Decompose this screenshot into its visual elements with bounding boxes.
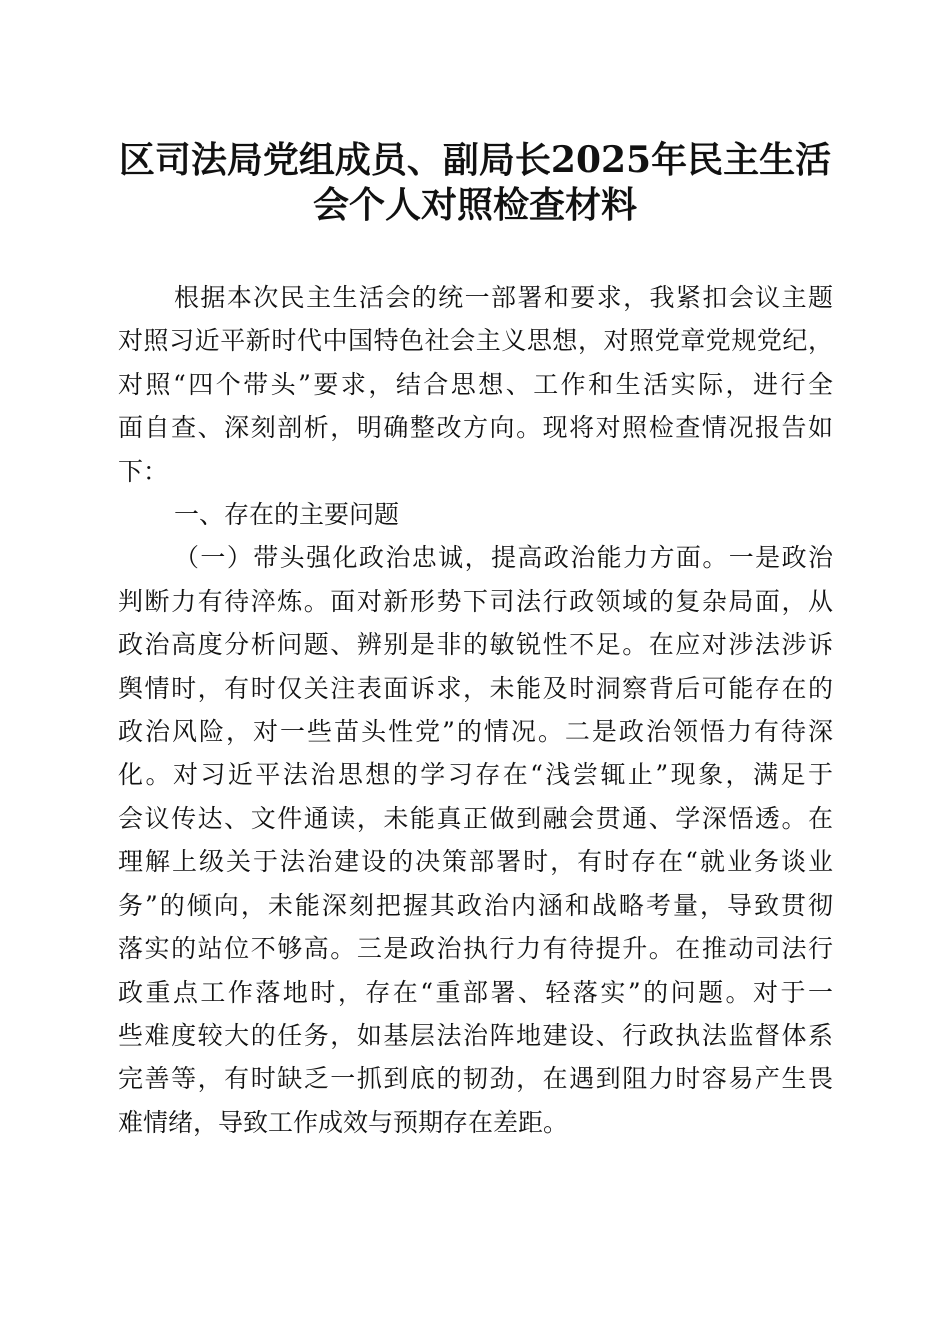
paragraph-line: 对照“四个带头”要求，结合思想、工作和生活实际，进行全 [118, 369, 833, 399]
document-body [118, 276, 833, 1144]
title-line: 会个人对照检查材料 [312, 184, 637, 226]
title-line: 区司法局党组成员、副局长2025年民主生活 [118, 139, 832, 181]
paragraph-line: 对照习近平新时代中国特色社会主义思想，对照党章党规党纪， [118, 326, 833, 356]
document-title [0, 138, 950, 228]
paragraph-line: 落实的站位不够高。三是政治执行力有待提升。在推动司法行 [118, 934, 833, 964]
paragraph-line: 政重点工作落地时，存在“重部署、轻落实”的问题。对于一 [118, 977, 833, 1007]
paragraph-line: （一）带头强化政治忠诚，提高政治能力方面。一是政治 [174, 543, 833, 573]
paragraph-line: 会议传达、文件通读，未能真正做到融会贯通、学深悟透。在 [118, 803, 833, 833]
paragraph-line: 化。对习近平法治思想的学习存在“浅尝辄止”现象，满足于 [118, 760, 833, 790]
intro-paragraph [118, 276, 833, 493]
paragraph-line: 下： [118, 456, 169, 486]
section-heading: 一、存在的主要问题 [174, 500, 400, 530]
paragraph-line: 判断力有待淬炼。面对新形势下司法行政领域的复杂局面，从 [118, 586, 833, 616]
paragraph-line: 面自查、深刻剖析，明确整改方向。现将对照检查情况报告如 [118, 413, 833, 443]
paragraph-line: 理解上级关于法治建设的决策部署时，有时存在“就业务谈业 [118, 847, 833, 877]
paragraph-line: 根据本次民主生活会的统一部署和要求，我紧扣会议主题 [174, 283, 833, 312]
paragraph-line: 务”的倾向，未能深刻把握其政治内涵和战略考量，导致贯彻 [118, 890, 833, 920]
paragraph-line: 难情绪，导致工作成效与预期存在差距。 [118, 1107, 569, 1137]
section1-paragraph [118, 536, 833, 1144]
paragraph-line: 政治高度分析问题、辨别是非的敏锐性不足。在应对涉法涉诉 [118, 630, 833, 660]
paragraph-line: 政治风险，对一些苗头性党”的情况。二是政治领悟力有待深 [118, 717, 833, 747]
paragraph-line: 些难度较大的任务，如基层法治阵地建设、行政执法监督体系 [118, 1020, 833, 1050]
paragraph-line: 完善等，有时缺乏一抓到底的韧劲，在遇到阻力时容易产生畏 [118, 1064, 833, 1094]
paragraph-line: 舆情时，有时仅关注表面诉求，未能及时洞察背后可能存在的 [118, 673, 833, 703]
